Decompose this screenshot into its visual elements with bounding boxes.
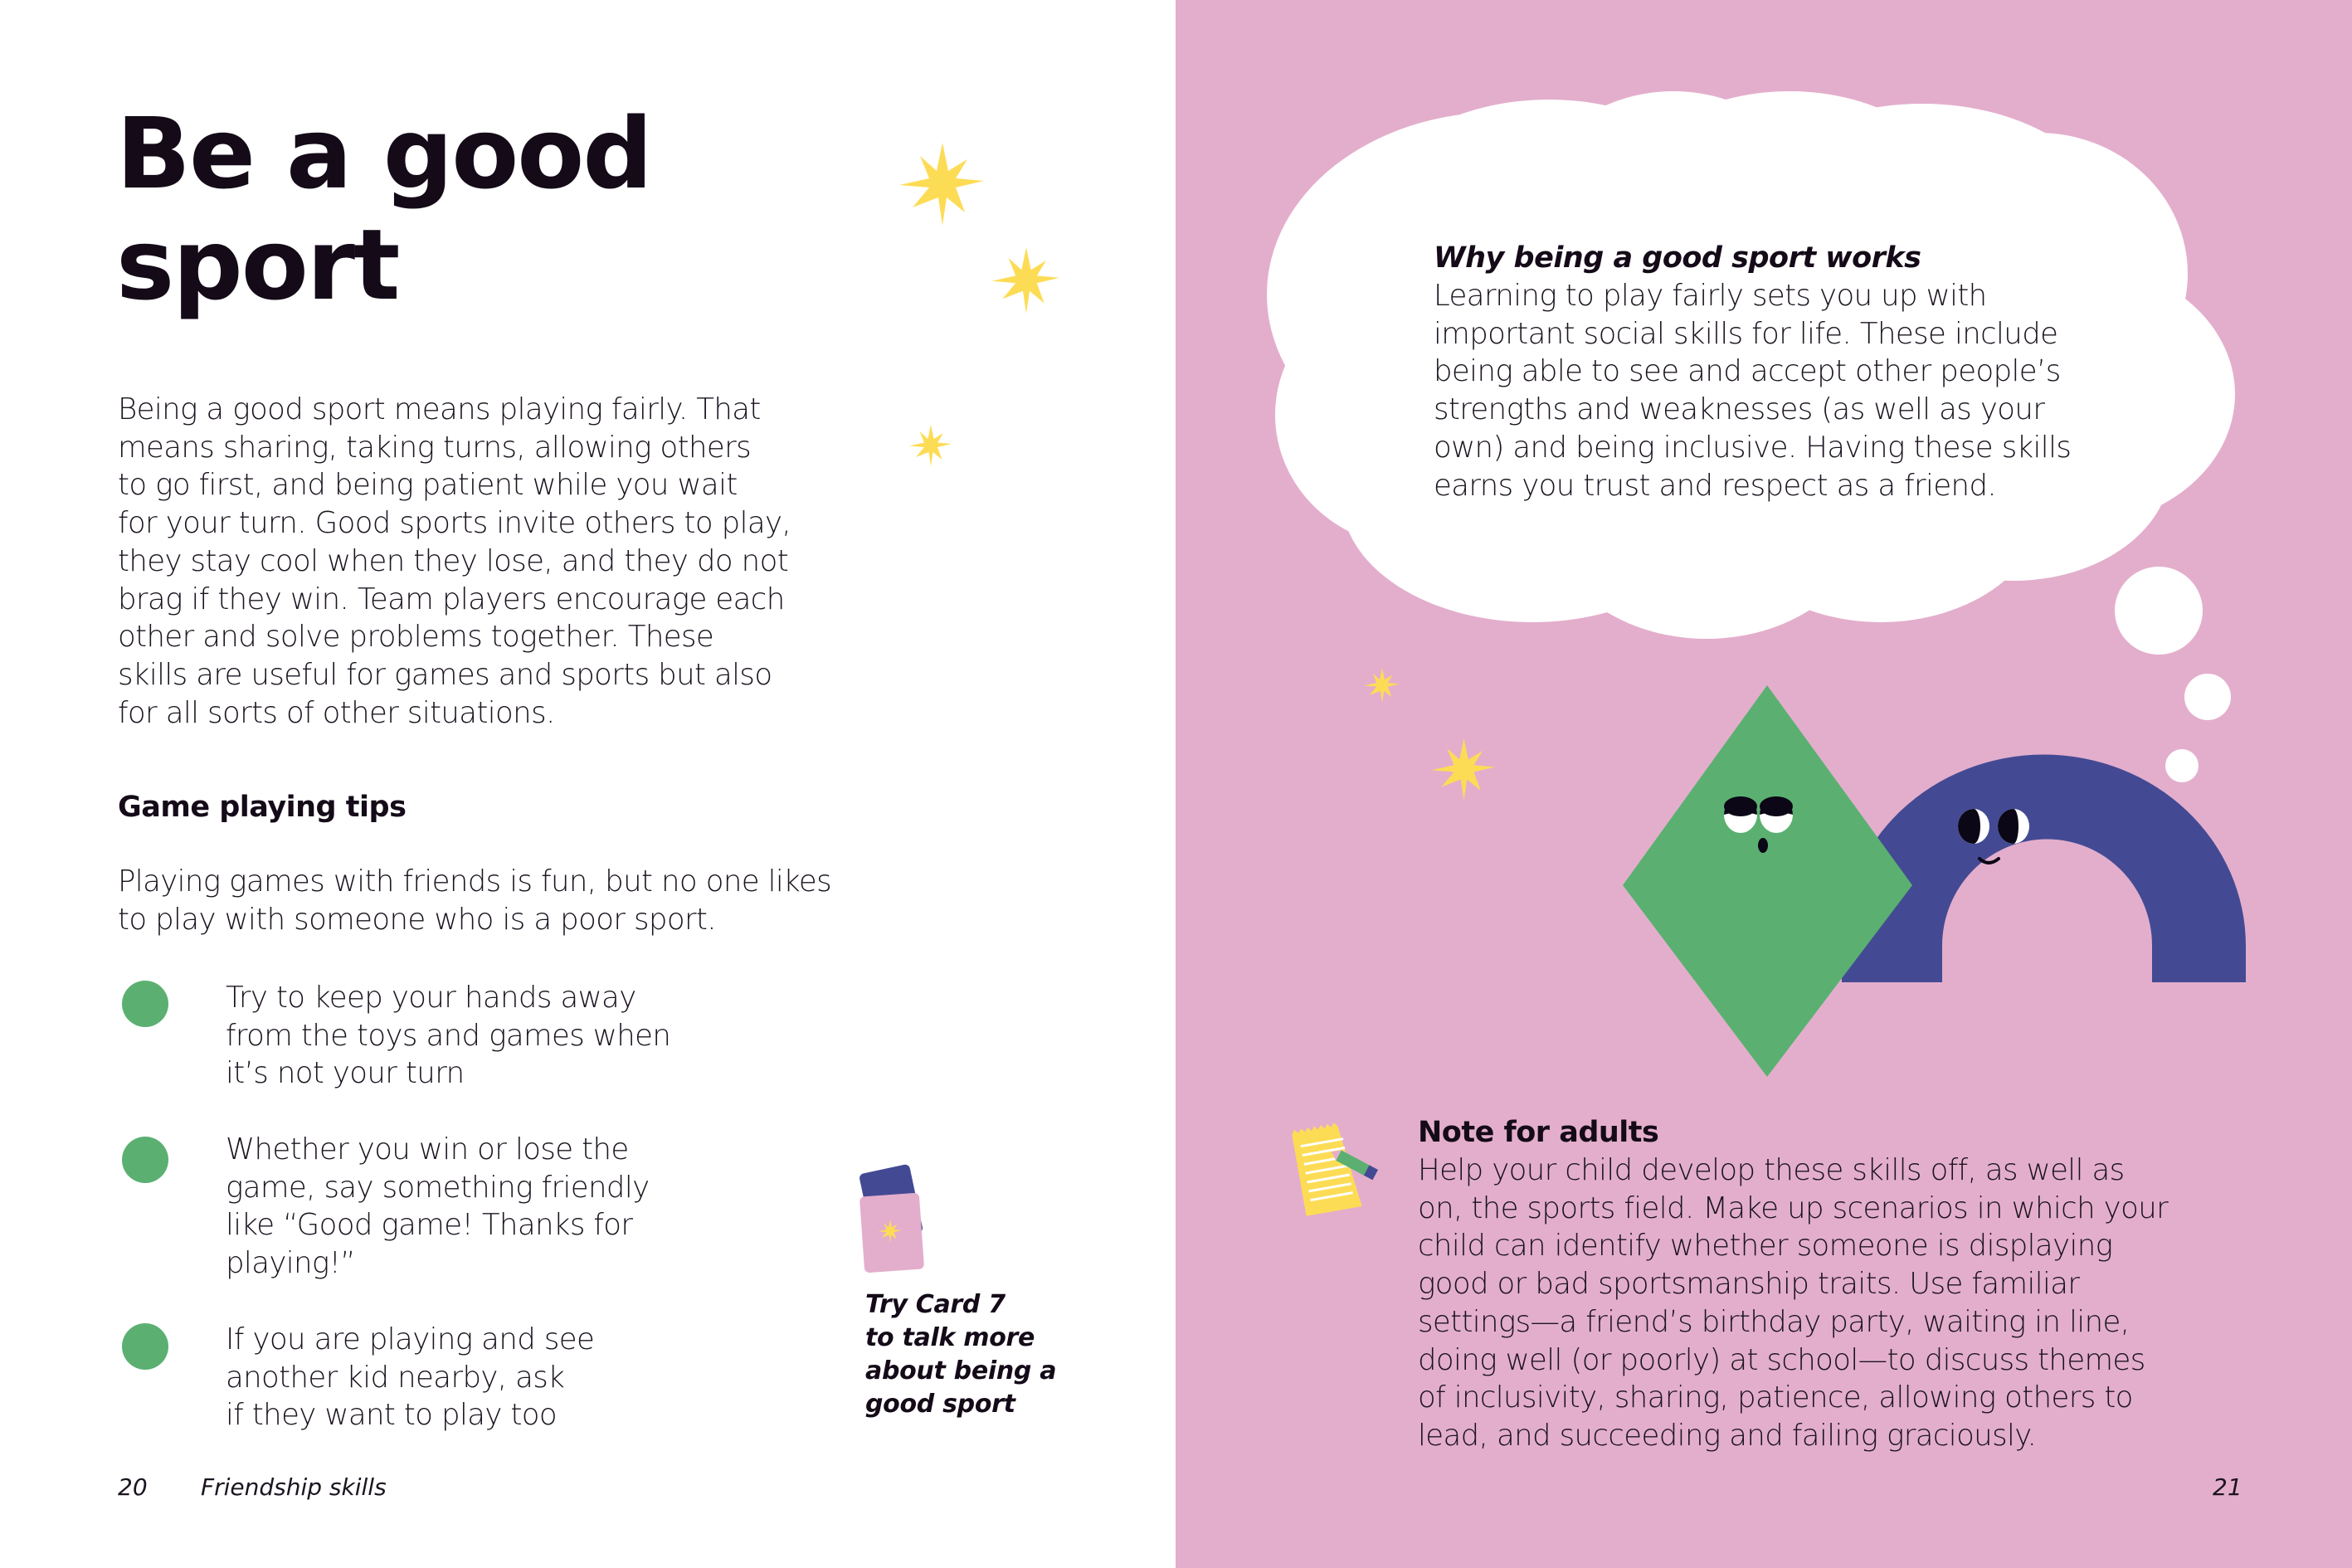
- text-line: If you are playing and see: [226, 1322, 595, 1356]
- text-line: Help your child develop these skills off, as well as: [1418, 1153, 2125, 1187]
- text-line: important social skills for life. These include: [1434, 316, 2058, 351]
- text-line: own) and being inclusive. Having these skills: [1434, 430, 2072, 465]
- tip-item: [226, 979, 670, 1093]
- text-line: strengths and weaknesses (as well as your: [1434, 392, 2045, 427]
- text-line: earns you trust and respect as a friend.: [1434, 468, 1997, 503]
- text-line: lead, and succeeding and failing graciously.: [1418, 1418, 2037, 1453]
- bullet-dot-icon: [122, 1137, 168, 1183]
- tip-item: [226, 1131, 650, 1283]
- arch-character-icon: [1842, 755, 2246, 982]
- text-line: for your turn. Good sports invite others to play,: [118, 506, 791, 541]
- text-line: they stay cool when they lose, and they do not: [118, 543, 789, 578]
- bullet-dot-icon: [122, 981, 168, 1027]
- section-label: Friendship skills: [201, 1473, 387, 1501]
- text-line: on, the sports field. Make up scenarios in which your: [1418, 1191, 2169, 1225]
- star-icon: [993, 247, 1059, 314]
- text-line: settings—a friend’s birthday party, waiting in line,: [1418, 1304, 2130, 1339]
- text-line: Try Card 7: [865, 1290, 1006, 1319]
- text-line: brag if they win. Team players encourage each: [118, 582, 785, 616]
- text-line: being able to see and accept other people’s: [1434, 354, 2061, 389]
- text-line: from the toys and games when: [226, 1018, 671, 1053]
- text-line: to talk more: [865, 1323, 1035, 1352]
- text-line: skills are useful for games and sports but also: [118, 657, 772, 692]
- cloud-heading: Why being a good sport works: [1434, 241, 1921, 275]
- text-line: like “Good game! Thanks for: [226, 1208, 633, 1243]
- text-line: Learning to play fairly sets you up with: [1434, 279, 1987, 313]
- title-line: sport: [116, 207, 399, 322]
- text-line: to play with someone who is a poor sport.: [118, 902, 716, 937]
- tips-intro-paragraph: [118, 863, 831, 938]
- text-line: to go first, and being patient while you wait: [118, 468, 738, 503]
- text-line: Try to keep your hands away: [226, 981, 636, 1015]
- cards-icon: [859, 1161, 933, 1273]
- text-line: good sport: [865, 1390, 1015, 1419]
- text-line: game, say something friendly: [226, 1170, 650, 1205]
- page-title: [116, 98, 651, 320]
- text-line: of inclusivity, sharing, patience, allowing others to: [1418, 1381, 2133, 1415]
- right-page: [1176, 0, 2352, 1568]
- text-line: means sharing, taking turns, allowing others: [118, 430, 752, 465]
- text-line: good or bad sportsmanship traits. Use familiar: [1418, 1267, 2080, 1302]
- text-line: another kid nearby, ask: [226, 1360, 565, 1395]
- note-heading: Note for adults: [1418, 1116, 1659, 1149]
- text-line: it’s not your turn: [226, 1056, 465, 1091]
- tips-heading: Game playing tips: [118, 791, 407, 824]
- text-line: about being a: [865, 1356, 1057, 1385]
- text-line: Whether you win or lose the: [226, 1132, 629, 1166]
- bullet-dot-icon: [122, 1323, 168, 1370]
- text-line: playing!”: [226, 1246, 356, 1281]
- text-line: child can identify whether someone is displaying: [1418, 1229, 2113, 1264]
- star-icon: [901, 143, 984, 226]
- page-number-right: 21: [2213, 1473, 2242, 1501]
- text-line: if they want to play too: [226, 1398, 558, 1433]
- note-paragraph: [1418, 1152, 2168, 1455]
- star-icon: [910, 425, 952, 466]
- tip-item: [226, 1321, 594, 1434]
- text-line: for all sorts of other situations.: [118, 695, 555, 730]
- page-number-left: 20: [118, 1473, 148, 1501]
- diamond-character-icon: [1623, 685, 1912, 1077]
- text-line: other and solve problems together. These: [118, 620, 714, 655]
- text-line: Being a good sport means playing fairly. That: [118, 392, 761, 426]
- card-callout: [865, 1288, 1056, 1421]
- text-line: doing well (or poorly) at school—to discuss themes: [1418, 1342, 2145, 1377]
- text-line: Playing games with friends is fun, but no one likes: [118, 864, 832, 898]
- intro-paragraph: [118, 391, 791, 732]
- title-line: Be a good: [116, 96, 651, 211]
- notepad-pencil-icon: [1288, 1118, 1396, 1222]
